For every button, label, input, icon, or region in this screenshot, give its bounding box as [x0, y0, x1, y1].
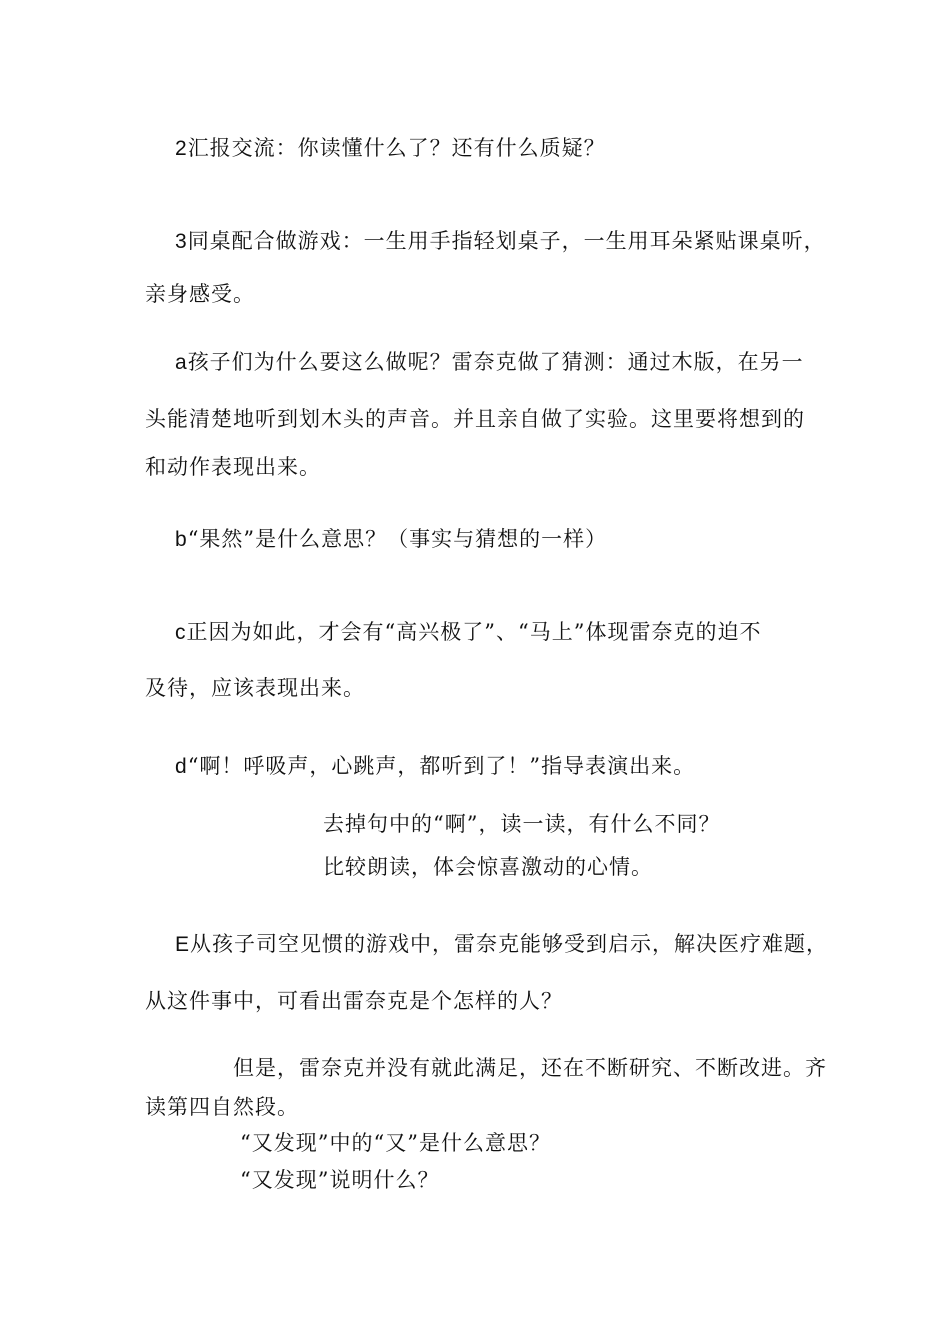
question-1: “又发现”中的“又”是什么意思？ — [240, 1131, 551, 1155]
paragraph-text: “果然”是什么意思？（事实与猜想的一样） — [187, 527, 608, 551]
paragraph-d-sub-1: 去掉句中的“啊”，读一读，有什么不同？ — [323, 812, 721, 836]
paragraph-a-line-3: 和动作表现出来。 — [145, 455, 321, 479]
paragraph-label: a — [175, 351, 188, 374]
paragraph-b — [175, 525, 607, 554]
paragraph-label: E — [175, 933, 191, 956]
paragraph-2 — [175, 134, 606, 163]
paragraph-e-line-1 — [175, 930, 828, 959]
paragraph-d — [175, 752, 695, 781]
paragraph-a-line-1 — [175, 348, 804, 377]
paragraph-label: 3 — [175, 230, 188, 253]
paragraph-3-line-2: 亲身感受。 — [145, 282, 255, 306]
paragraph-text: 正因为如此，才会有“高兴极了”、“马上”体现雷奈克的迫不 — [186, 620, 762, 644]
paragraph-d-sub-2: 比较朗读，体会惊喜激动的心情。 — [323, 855, 653, 879]
paragraph-c-line-2: 及待，应该表现出来。 — [145, 676, 365, 700]
paragraph-label: 2 — [175, 137, 188, 160]
paragraph-3-line-1 — [175, 227, 826, 256]
paragraph-text: 汇报交流：你读懂什么了？还有什么质疑？ — [187, 136, 606, 160]
paragraph-label: b — [175, 528, 188, 551]
paragraph-text: “啊！呼吸声，心跳声，都听到了！”指导表演出来。 — [187, 754, 696, 778]
paragraph-a-line-2: 头能清楚地听到划木头的声音。并且亲自做了实验。这里要将想到的 — [145, 407, 805, 431]
paragraph-4-line-1: 但是，雷奈克并没有就此满足，还在不断研究、不断改进。齐 — [233, 1056, 827, 1080]
paragraph-text: 从孩子司空见惯的游戏中，雷奈克能够受到启示，解决医疗难题， — [190, 932, 829, 956]
paragraph-text: 孩子们为什么要这么做呢？雷奈克做了猜测：通过木版，在另一 — [187, 350, 804, 374]
paragraph-label: d — [175, 755, 188, 778]
paragraph-e-line-2: 从这件事中，可看出雷奈克是个怎样的人？ — [145, 989, 563, 1013]
question-2: “又发现”说明什么？ — [240, 1168, 440, 1192]
paragraph-text: 同桌配合做游戏：一生用手指轻划桌子，一生用耳朵紧贴课桌听， — [187, 229, 826, 253]
paragraph-4-line-2: 读第四自然段。 — [145, 1095, 299, 1119]
paragraph-label: c — [175, 621, 187, 644]
paragraph-c-line-1 — [175, 618, 761, 647]
